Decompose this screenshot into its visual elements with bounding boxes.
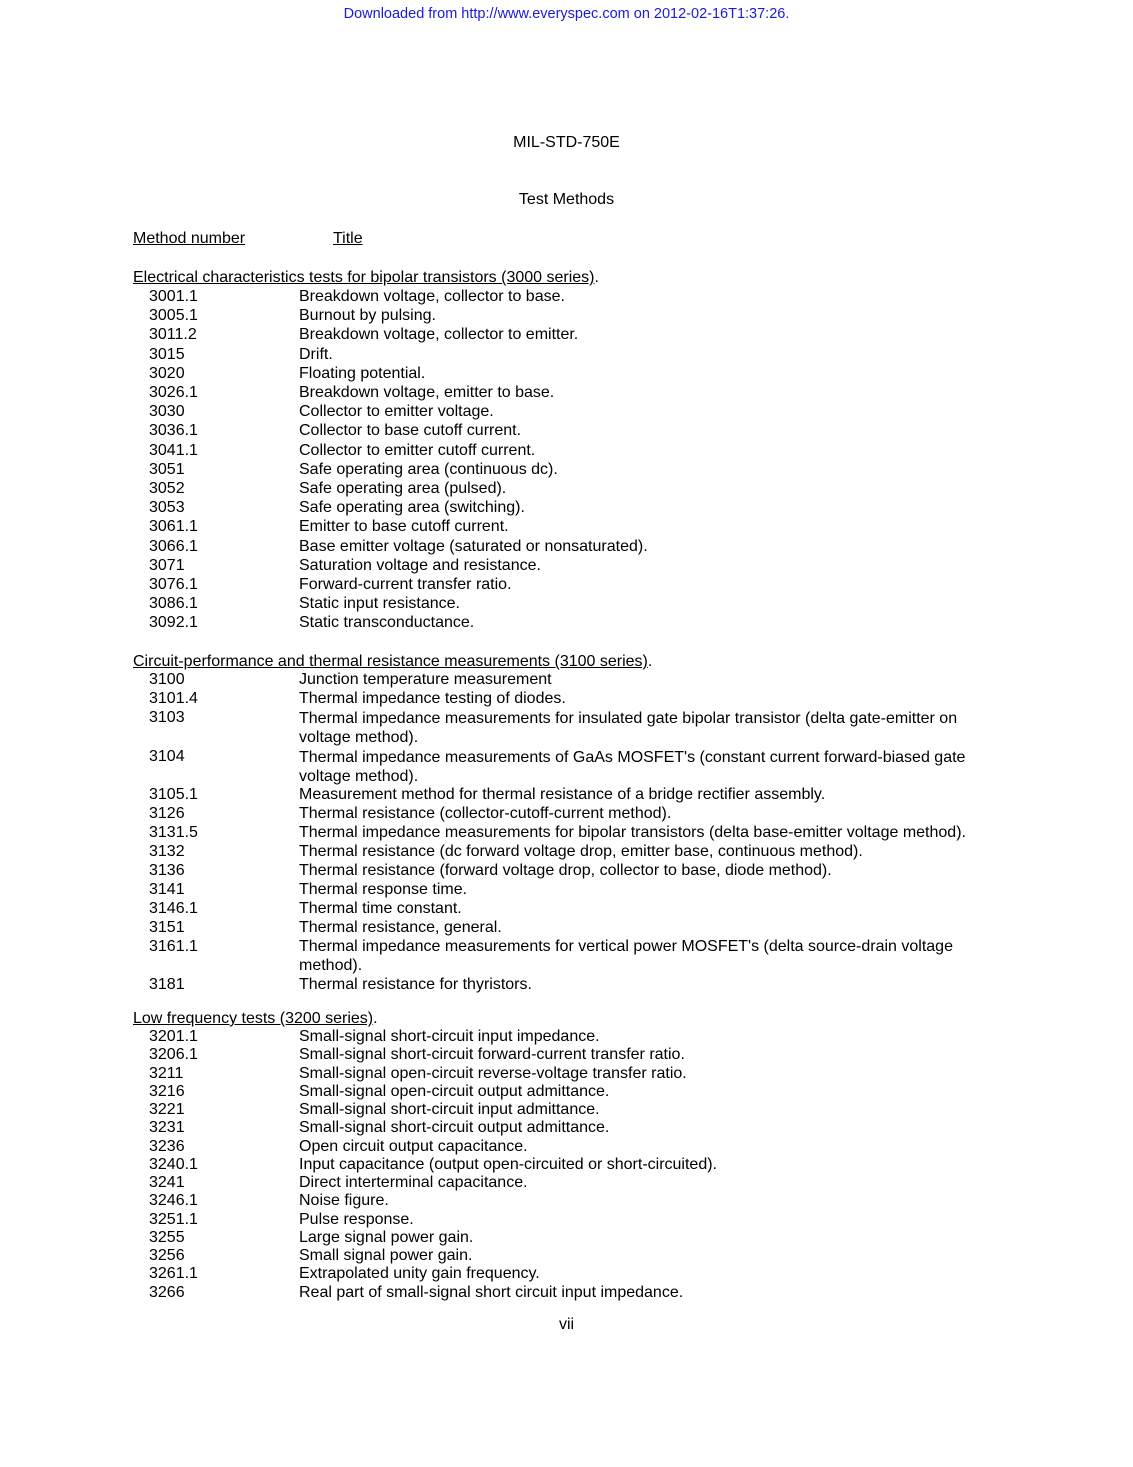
method-list bbox=[133, 671, 1013, 994]
method-title: Extrapolated unity gain frequency. bbox=[299, 1265, 540, 1283]
method-title: Breakdown voltage, collector to emitter. bbox=[299, 326, 579, 344]
method-title: Input capacitance (output open-circuited or short-circuited). bbox=[299, 1155, 717, 1173]
method-number: 3053 bbox=[149, 499, 185, 517]
method-number: 3251.1 bbox=[149, 1210, 198, 1228]
method-title: Floating potential. bbox=[299, 364, 426, 382]
method-row bbox=[133, 919, 1013, 938]
method-number: 3216 bbox=[149, 1082, 185, 1100]
method-row bbox=[133, 690, 1013, 709]
method-number: 3126 bbox=[149, 805, 185, 823]
method-title: Noise figure. bbox=[299, 1192, 389, 1210]
method-row bbox=[133, 594, 1013, 613]
method-number: 3052 bbox=[149, 480, 185, 498]
method-row bbox=[133, 843, 1013, 862]
method-number: 3041.1 bbox=[149, 441, 198, 459]
method-number: 3051 bbox=[149, 460, 185, 478]
method-title: Small-signal short-circuit input admittance. bbox=[299, 1101, 600, 1118]
method-number: 3005.1 bbox=[149, 307, 198, 325]
method-title: Collector to base cutoff current. bbox=[299, 422, 522, 440]
method-list bbox=[133, 287, 1013, 633]
method-number: 3131.5 bbox=[149, 824, 198, 842]
method-title: Thermal resistance, general. bbox=[299, 918, 502, 936]
method-row bbox=[133, 1138, 1013, 1156]
method-title: Small-signal short-circuit input impedance. bbox=[299, 1028, 600, 1045]
method-title: Pulse response. bbox=[299, 1210, 414, 1228]
method-row bbox=[133, 1046, 1013, 1064]
method-title: Thermal impedance measurements for bipolar transistors (delta base-emitter voltage method). bbox=[299, 824, 966, 842]
method-number: 3061.1 bbox=[149, 518, 198, 536]
method-row bbox=[133, 517, 1013, 536]
download-banner[interactable]: Downloaded from http://www.everyspec.com on 2012-02-16T1:37:26. bbox=[343, 6, 790, 22]
method-row bbox=[133, 325, 1013, 344]
method-title: Thermal impedance testing of diodes. bbox=[299, 689, 566, 707]
method-number: 3241 bbox=[149, 1174, 185, 1191]
method-row bbox=[133, 938, 1013, 976]
method-title: Small signal power gain. bbox=[299, 1247, 473, 1264]
method-number: 3036.1 bbox=[149, 422, 198, 440]
method-row bbox=[133, 1229, 1013, 1247]
method-number: 3211 bbox=[149, 1064, 184, 1082]
method-title: Burnout by pulsing. bbox=[299, 307, 436, 325]
method-row bbox=[133, 383, 1013, 402]
method-number: 3231 bbox=[149, 1119, 185, 1137]
section-title-period: . bbox=[647, 653, 653, 670]
method-number-header: Method number bbox=[133, 230, 246, 247]
section-title-text: Low frequency tests (3200 series) bbox=[133, 1010, 374, 1027]
method-number: 3066.1 bbox=[149, 537, 198, 555]
method-number: 3104 bbox=[149, 747, 185, 765]
method-title: Breakdown voltage, emitter to base. bbox=[299, 384, 555, 402]
method-number: 3101.4 bbox=[149, 689, 198, 707]
section-title bbox=[133, 1009, 1013, 1028]
method-title: Safe operating area (continuous dc). bbox=[299, 460, 558, 478]
method-row bbox=[133, 537, 1013, 556]
method-row bbox=[133, 460, 1013, 479]
method-row bbox=[133, 900, 1013, 919]
method-number: 3141 bbox=[149, 880, 185, 898]
method-number: 3206.1 bbox=[149, 1046, 198, 1064]
method-title: Small-signal short-circuit output admittance. bbox=[299, 1119, 610, 1137]
method-number: 3011.2 bbox=[149, 326, 197, 344]
method-number: 3015 bbox=[149, 345, 185, 363]
method-title: Static input resistance. bbox=[299, 595, 460, 613]
section-title-text: Electrical characteristics tests for bipolar transistors (3000 series) bbox=[133, 269, 595, 286]
method-number: 3105.1 bbox=[149, 786, 198, 804]
method-title: Measurement method for thermal resistance of a bridge rectifier assembly. bbox=[299, 786, 826, 804]
method-title: Thermal impedance measurements for insulated gate bipolar transistor (delta gate-emitter on voltage method). bbox=[299, 709, 958, 747]
method-row bbox=[133, 479, 1013, 498]
method-number: 3100 bbox=[149, 671, 185, 688]
method-title: Thermal impedance measurements of GaAs MOSFET's (constant current forward-biased gate voltage method). bbox=[299, 748, 966, 786]
method-row bbox=[133, 556, 1013, 575]
method-title: Real part of small-signal short circuit input impedance. bbox=[299, 1283, 684, 1301]
page-title: Test Methods bbox=[518, 191, 615, 208]
section-title bbox=[133, 652, 1013, 671]
method-number: 3103 bbox=[149, 708, 185, 726]
page-number: vii bbox=[558, 1316, 575, 1333]
method-number: 3092.1 bbox=[149, 614, 198, 632]
method-row bbox=[133, 441, 1013, 460]
method-title: Small-signal open-circuit reverse-voltage transfer ratio. bbox=[299, 1064, 687, 1082]
method-row bbox=[133, 1065, 1013, 1083]
method-title: Small-signal open-circuit output admittance. bbox=[299, 1082, 610, 1100]
method-row bbox=[133, 881, 1013, 900]
section-title-text: Circuit-performance and thermal resistance measurements (3100 series) bbox=[133, 653, 648, 670]
method-number: 3255 bbox=[149, 1228, 185, 1246]
method-number: 3146.1 bbox=[149, 899, 198, 917]
method-row bbox=[133, 1083, 1013, 1101]
method-title: Thermal resistance (dc forward voltage drop, emitter base, continuous method). bbox=[299, 843, 863, 861]
section-circuit-thermal bbox=[133, 652, 1013, 994]
method-row bbox=[133, 287, 1013, 306]
method-row bbox=[133, 306, 1013, 325]
method-title: Thermal resistance for thyristors. bbox=[299, 975, 532, 993]
method-title: Safe operating area (switching). bbox=[299, 499, 525, 517]
method-title: Open circuit output capacitance. bbox=[299, 1137, 528, 1155]
method-number: 3026.1 bbox=[149, 384, 198, 402]
method-title: Forward-current transfer ratio. bbox=[299, 576, 512, 594]
method-title: Saturation voltage and resistance. bbox=[299, 556, 541, 574]
method-number: 3151 bbox=[149, 918, 185, 936]
method-row bbox=[133, 1156, 1013, 1174]
method-title: Breakdown voltage, collector to base. bbox=[299, 288, 565, 305]
method-row bbox=[133, 1192, 1013, 1210]
method-title: Thermal resistance (collector-cutoff-current method). bbox=[299, 805, 672, 823]
method-title: Collector to emitter cutoff current. bbox=[299, 441, 536, 459]
method-number: 3256 bbox=[149, 1247, 185, 1264]
method-row bbox=[133, 976, 1013, 995]
method-title: Collector to emitter voltage. bbox=[299, 403, 494, 421]
method-row bbox=[133, 805, 1013, 824]
method-row bbox=[133, 1101, 1013, 1119]
method-title: Large signal power gain. bbox=[299, 1228, 474, 1246]
method-row bbox=[133, 498, 1013, 517]
method-title: Static transconductance. bbox=[299, 614, 475, 632]
method-number: 3020 bbox=[149, 364, 185, 382]
method-list bbox=[133, 1028, 1013, 1302]
method-number: 3161.1 bbox=[149, 937, 198, 955]
method-row bbox=[133, 786, 1013, 805]
document-id: MIL-STD-750E bbox=[513, 134, 620, 151]
method-row bbox=[133, 575, 1013, 594]
method-title: Emitter to base cutoff current. bbox=[299, 518, 509, 536]
method-number: 3136 bbox=[149, 862, 185, 880]
method-row bbox=[133, 1174, 1013, 1192]
title-header: Title bbox=[333, 230, 363, 247]
method-row bbox=[133, 1247, 1013, 1265]
method-row bbox=[133, 1119, 1013, 1137]
method-number: 3266 bbox=[149, 1283, 185, 1301]
section-low-frequency bbox=[133, 1009, 1013, 1302]
method-title: Thermal resistance (forward voltage drop, collector to base, diode method). bbox=[299, 862, 832, 880]
method-number: 3221 bbox=[149, 1101, 185, 1118]
method-number: 3240.1 bbox=[149, 1155, 198, 1173]
method-title: Thermal time constant. bbox=[299, 899, 462, 917]
method-number: 3261.1 bbox=[149, 1265, 198, 1283]
method-title: Safe operating area (pulsed). bbox=[299, 480, 507, 498]
method-number: 3076.1 bbox=[149, 576, 198, 594]
method-title: Drift. bbox=[299, 345, 333, 363]
method-row bbox=[133, 613, 1013, 632]
method-number: 3001.1 bbox=[149, 288, 198, 305]
method-title: Direct interterminal capacitance. bbox=[299, 1174, 528, 1191]
method-number: 3071 bbox=[149, 556, 185, 574]
method-title: Base emitter voltage (saturated or nonsaturated). bbox=[299, 537, 648, 555]
method-row bbox=[133, 824, 1013, 843]
method-row bbox=[133, 748, 1013, 787]
method-row bbox=[133, 421, 1013, 440]
method-row bbox=[133, 862, 1013, 881]
method-title: Small-signal short-circuit forward-current transfer ratio. bbox=[299, 1046, 685, 1064]
section-title bbox=[133, 268, 1013, 287]
method-number: 3181 bbox=[149, 975, 185, 993]
method-row bbox=[133, 1028, 1013, 1046]
method-number: 3246.1 bbox=[149, 1192, 198, 1210]
method-row bbox=[133, 1284, 1013, 1302]
method-row bbox=[133, 402, 1013, 421]
method-number: 3201.1 bbox=[149, 1028, 198, 1045]
method-title: Junction temperature measurement bbox=[299, 671, 552, 688]
method-row bbox=[133, 1211, 1013, 1229]
method-row bbox=[133, 709, 1013, 748]
section-bipolar-transistors bbox=[133, 268, 1013, 633]
method-row bbox=[133, 1265, 1013, 1283]
section-title-period: . bbox=[594, 269, 599, 286]
method-title: Thermal impedance measurements for vertical power MOSFET's (delta source-drain voltage method). bbox=[299, 937, 953, 974]
method-row bbox=[133, 345, 1013, 364]
method-number: 3086.1 bbox=[149, 595, 198, 613]
section-title-period: . bbox=[373, 1010, 378, 1027]
method-number: 3236 bbox=[149, 1137, 185, 1155]
method-title: Thermal response time. bbox=[299, 880, 468, 898]
method-row bbox=[133, 671, 1013, 690]
method-row bbox=[133, 364, 1013, 383]
method-number: 3132 bbox=[149, 843, 185, 861]
method-number: 3030 bbox=[149, 403, 185, 421]
